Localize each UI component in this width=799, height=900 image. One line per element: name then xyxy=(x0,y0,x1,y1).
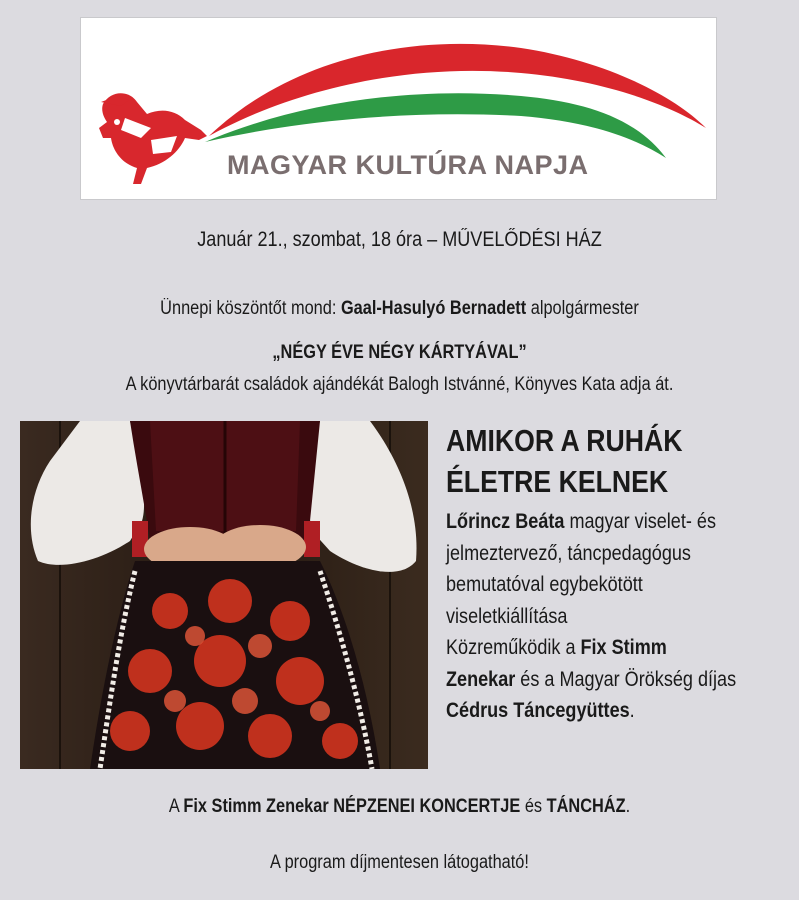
feature-line-4: viseletkiállítása xyxy=(446,604,568,628)
concert-title: NÉPZENEI KONCERTJE xyxy=(333,796,521,817)
band-name-1: Fix Stimm xyxy=(580,636,667,659)
feature-headline-1: AMIKOR A RUHÁK xyxy=(446,423,683,458)
greeting-line xyxy=(56,298,743,320)
concert-pre: A xyxy=(168,796,184,817)
concert-line xyxy=(56,796,743,818)
feature-line-1 xyxy=(446,506,743,538)
greeting-suffix: alpolgármester xyxy=(526,298,639,319)
banner-title: MAGYAR KULTÚRA NAPJA xyxy=(227,150,589,180)
feature-line-6-rest: és a Magyar Örökség díjas xyxy=(515,667,737,691)
band-name-2: Zenekar xyxy=(446,667,516,691)
gift-line: A könyvtárbarát családok ajándékát Balogh Istvánné, Könyves Kata adja át. xyxy=(125,374,674,395)
quote-title: „NÉGY ÉVE NÉGY KÁRTYÁVAL” xyxy=(272,342,527,363)
concert-end: . xyxy=(625,796,631,817)
greeting-prefix: Ünnepi köszöntőt mond: xyxy=(160,298,341,319)
feature-line-7 xyxy=(446,695,743,727)
feature-line-3: bemutatóval egybekötött xyxy=(446,573,643,596)
feature-headline-2: ÉLETRE KELNEK xyxy=(446,464,669,499)
ensemble-name: Cédrus Táncegyüttes xyxy=(446,699,630,722)
event-date-line: Január 21., szombat, 18 óra – MŰVELŐDÉSI HÁZ xyxy=(197,228,602,251)
feature-line-5-pre: Közreműködik a xyxy=(446,636,581,659)
event-banner xyxy=(80,17,717,200)
concert-band: Fix Stimm Zenekar xyxy=(183,796,329,817)
free-entry-line: A program díjmentesen látogatható! xyxy=(270,852,529,873)
feature-section xyxy=(446,420,791,727)
folk-costume-photo xyxy=(20,421,428,769)
folk-bird-icon xyxy=(99,93,207,184)
greeting-speaker: Gaal-Hasulyó Bernadett xyxy=(340,298,527,319)
feature-line-2: jelmeztervező, táncpedagógus xyxy=(446,541,691,565)
feature-line-5 xyxy=(446,632,743,664)
feature-line-6 xyxy=(446,664,743,696)
concert-dance: TÁNCHÁZ xyxy=(546,796,626,817)
feature-line-7-end: . xyxy=(629,699,635,722)
designer-name: Lőrincz Beáta xyxy=(446,510,565,533)
concert-mid2: és xyxy=(520,796,547,817)
feature-line-1-rest: magyar viselet- és xyxy=(564,510,716,533)
